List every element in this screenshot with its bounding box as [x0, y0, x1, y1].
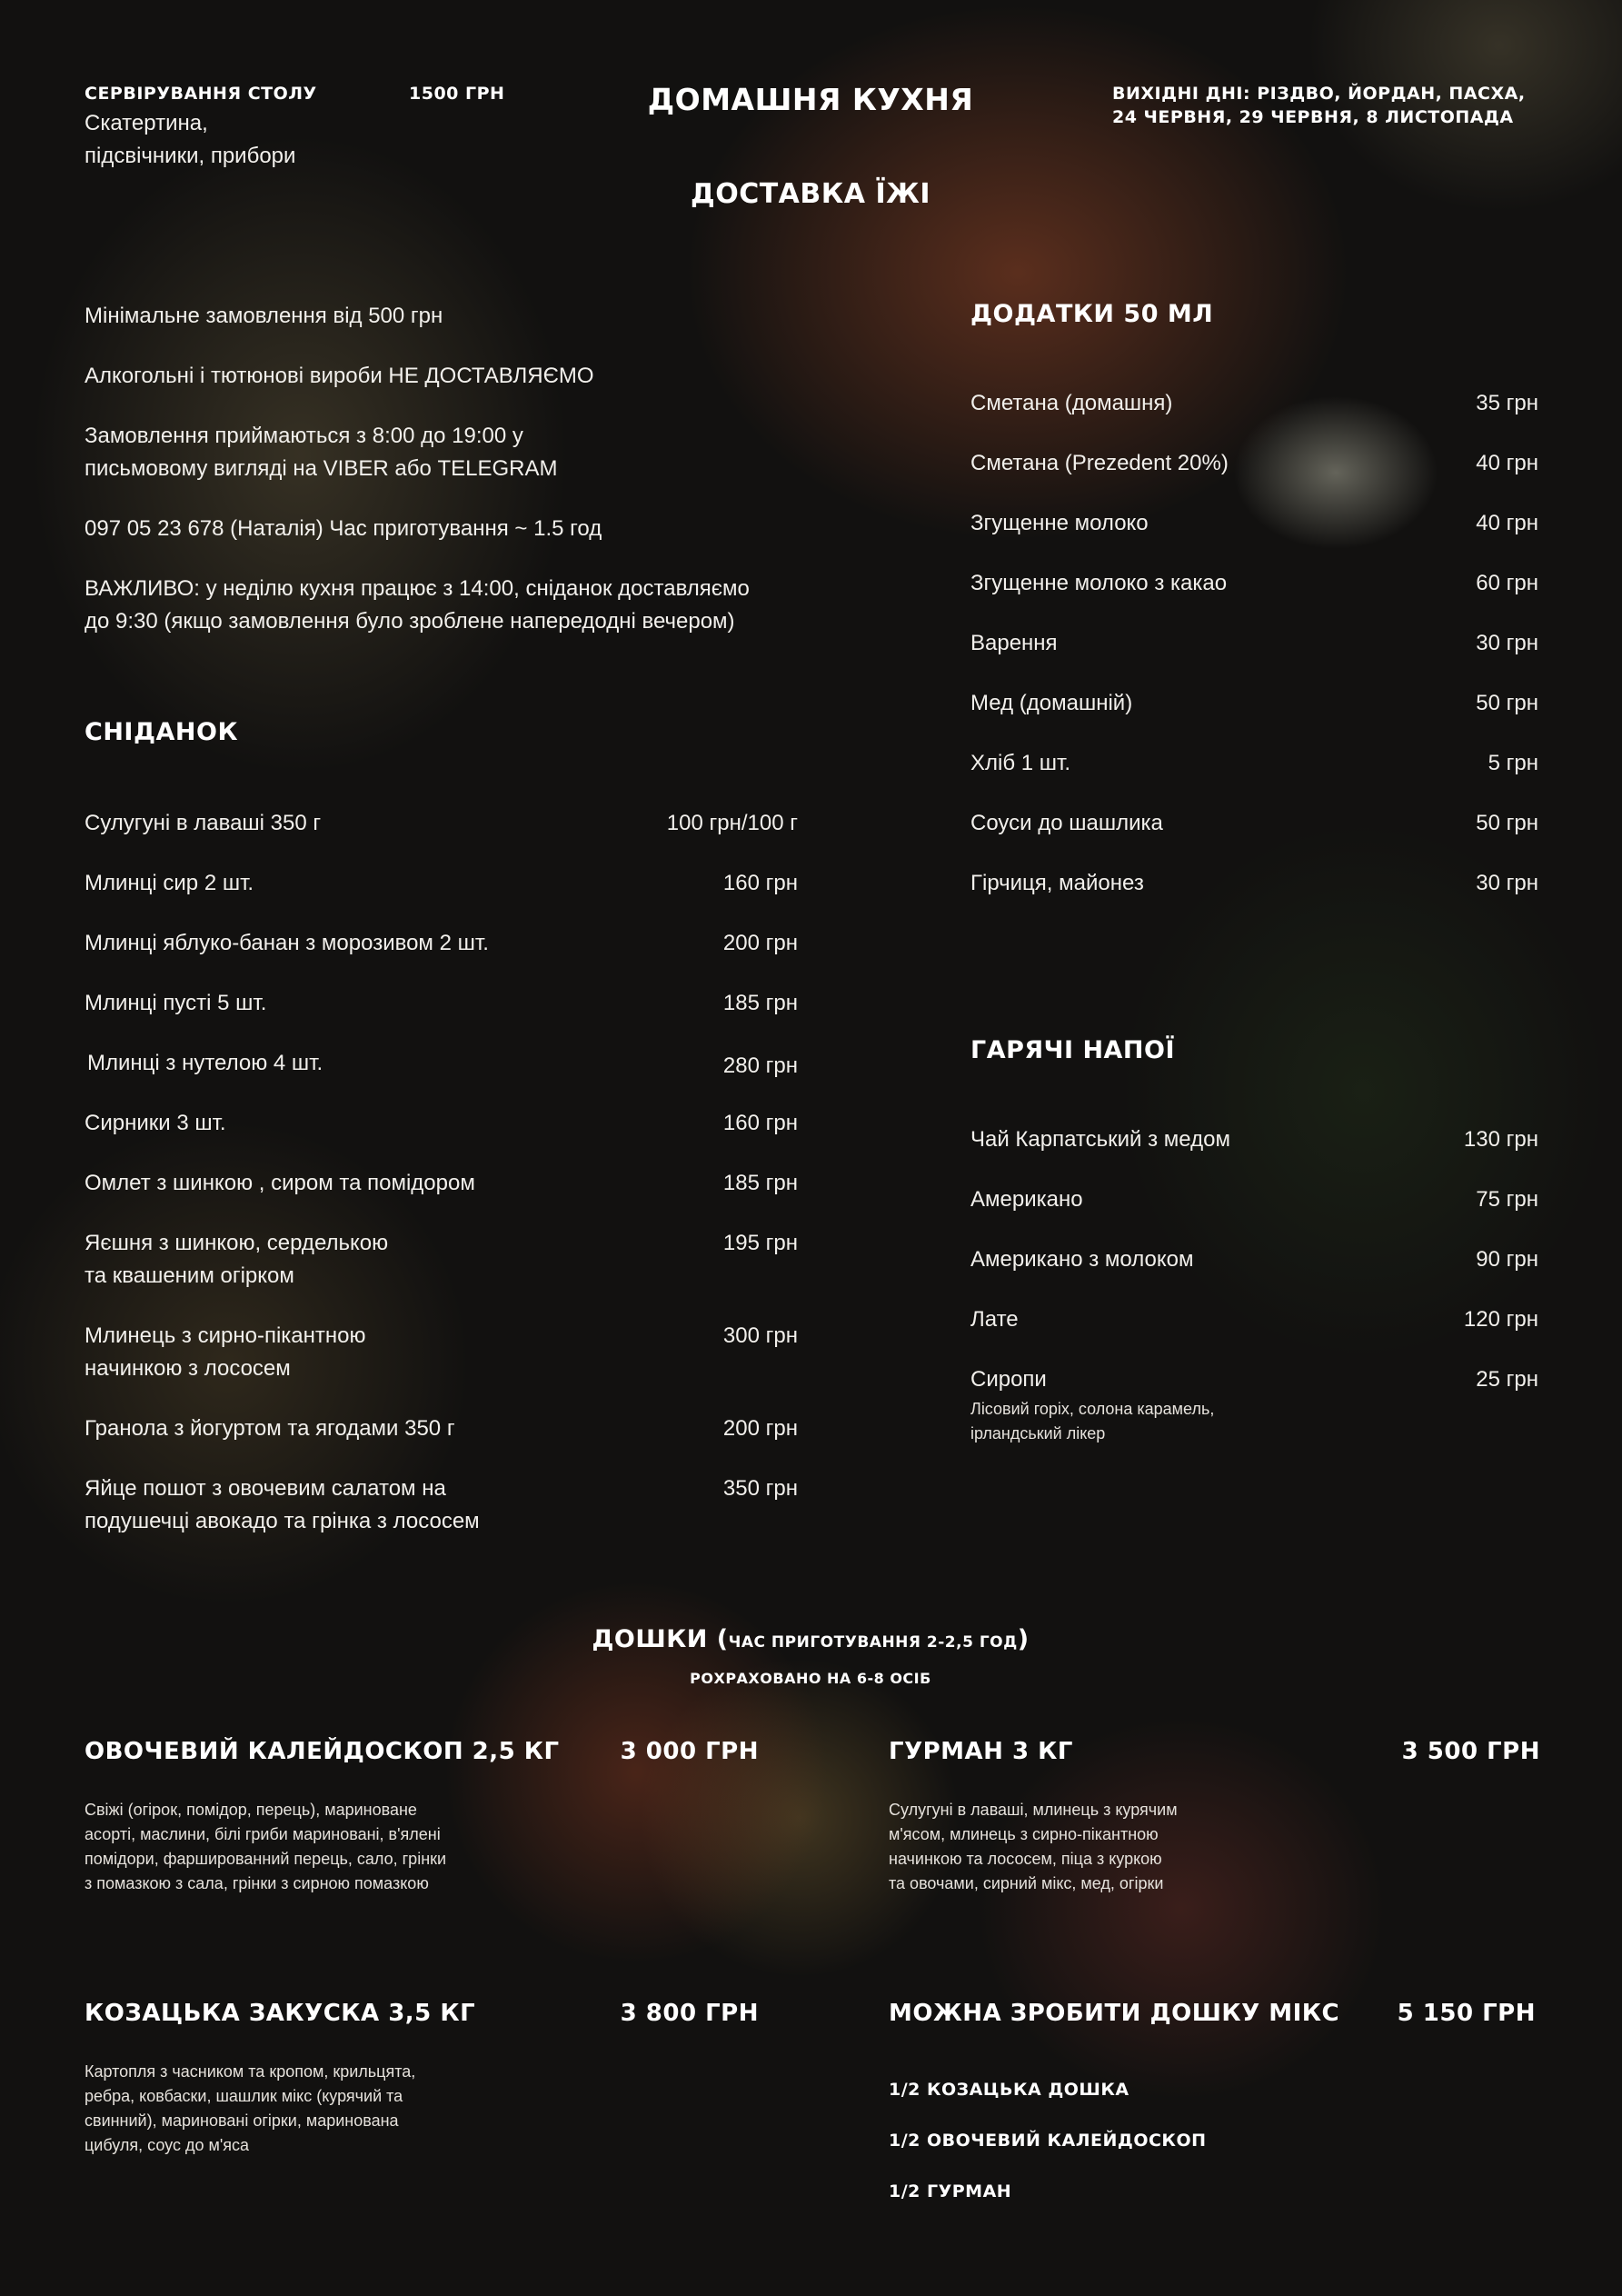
item-price: 100 грн/100 г — [666, 811, 798, 835]
list-item: Гранола з йогуртом та ягодами 350 г — [85, 1416, 455, 1441]
board-mix-price: 5 150 ГРН — [1397, 2000, 1536, 2027]
no-alcohol-text: Алкогольні і тютюнові вироби НЕ ДОСТАВЛЯЄМО — [85, 364, 594, 388]
list-item: Яєшня з шинкою, серделькою — [85, 1231, 389, 1255]
service-desc-line1: Скатертина, — [85, 111, 208, 135]
item-price: 40 грн — [1476, 451, 1538, 475]
page-title: ДОМАШНЯ КУХНЯ — [647, 82, 974, 117]
page-subtitle: ДОСТАВКА ЇЖІ — [690, 178, 931, 210]
days-off-line2: 24 ЧЕРВНЯ, 29 ЧЕРВНЯ, 8 ЛИСТОПАДА — [1112, 107, 1514, 127]
orders-text-line1: Замовлення приймаються з 8:00 до 19:00 у — [85, 424, 523, 448]
item-price: 160 грн — [722, 871, 798, 895]
board-cossack-desc-4: цибуля, соус до м'яса — [85, 2136, 250, 2154]
list-item: Млинці з нутелою 4 шт. — [87, 1051, 323, 1075]
list-item-line2: та квашеним огірком — [85, 1263, 294, 1288]
additions-title: ДОДАТКИ 50 МЛ — [970, 300, 1214, 328]
board-mix-part-1: 1/2 КОЗАЦЬКА ДОШКА — [889, 2080, 1129, 2100]
boards-title-close: ) — [1017, 1625, 1030, 1653]
board-gourmet-desc-1: Сулугуні в лаваші, млинець з курячим — [889, 1801, 1178, 1819]
list-item: Млинці сир 2 шт. — [85, 871, 254, 895]
list-item: Млинець з сирно-пікантною — [85, 1323, 366, 1348]
days-off-line1: ВИХІДНІ ДНІ: РІЗДВО, ЙОРДАН, ПАСХА, — [1112, 84, 1526, 104]
board-mix-part-2: 1/2 ОВОЧЕВИЙ КАЛЕЙДОСКОП — [889, 2131, 1207, 2151]
boards-title-time: ЧАС ПРИГОТУВАННЯ 2-2,5 ГОД — [728, 1633, 1018, 1652]
item-price: 5 грн — [1488, 751, 1538, 775]
list-item: Сметана (домашня) — [970, 391, 1173, 415]
item-price: 40 грн — [1476, 511, 1538, 535]
important-line1: ВАЖЛИВО: у неділю кухня працює з 14:00, сніданок доставляємо — [85, 576, 750, 601]
board-veg-name: ОВОЧЕВИЙ КАЛЕЙДОСКОП 2,5 КГ — [85, 1738, 560, 1765]
board-cossack-price: 3 800 ГРН — [620, 2000, 759, 2027]
list-item: Сиропи — [970, 1367, 1047, 1392]
list-item: Хліб 1 шт. — [970, 751, 1071, 775]
important-line2: до 9:30 (якщо замовлення було зроблене напередодні вечером) — [85, 609, 735, 634]
board-cossack-name: КОЗАЦЬКА ЗАКУСКА 3,5 КГ — [85, 2000, 476, 2027]
syrups-note-line2: ірландський лікер — [970, 1424, 1106, 1442]
contact-text: 097 05 23 678 (Наталія) Час приготування ~ 1.5 год — [85, 516, 602, 541]
item-price: 185 грн — [722, 991, 798, 1015]
list-item: Американо з молоком — [970, 1247, 1194, 1272]
board-cossack-desc-2: ребра, ковбаски, шашлик мікс (курячий та — [85, 2087, 403, 2105]
board-veg-desc-3: помідори, фаршированний перець, сало, грінки — [85, 1850, 447, 1868]
item-price: 50 грн — [1476, 811, 1538, 835]
item-price: 30 грн — [1476, 631, 1538, 655]
item-price: 350 грн — [722, 1476, 798, 1501]
item-price: 195 грн — [722, 1231, 798, 1255]
item-price: 280 грн — [722, 1053, 798, 1078]
boards-title — [447, 1623, 1174, 1659]
list-item: Згущенне молоко — [970, 511, 1149, 535]
list-item: Яйце пошот з овочевим салатом на — [85, 1476, 446, 1501]
list-item: Варення — [970, 631, 1058, 655]
list-item: Сирники 3 шт. — [85, 1111, 226, 1135]
item-price: 30 грн — [1476, 871, 1538, 895]
item-price: 25 грн — [1476, 1367, 1538, 1392]
list-item: Згущенне молоко з какао — [970, 571, 1228, 595]
list-item: Чай Карпатський з медом — [970, 1127, 1230, 1152]
list-item: Гірчиця, майонез — [970, 871, 1144, 895]
board-cossack-desc-3: свинний), мариновані огірки, маринована — [85, 2111, 399, 2130]
board-gourmet-price: 3 500 ГРН — [1401, 1738, 1540, 1765]
board-cossack-desc-1: Картопля з часником та кропом, крильцята, — [85, 2062, 416, 2081]
list-item: Млинці яблуко-банан з морозивом 2 шт. — [85, 931, 489, 955]
list-item: Млинці пусті 5 шт. — [85, 991, 267, 1015]
item-price: 200 грн — [722, 1416, 798, 1441]
item-price: 50 грн — [1476, 691, 1538, 715]
syrups-note-line1: Лісовий горіх, солона карамель, — [970, 1400, 1215, 1418]
item-price: 200 грн — [722, 931, 798, 955]
item-price: 185 грн — [722, 1171, 798, 1195]
item-price: 90 грн — [1476, 1247, 1538, 1272]
list-item-line2: начинкою з лососем — [85, 1356, 291, 1381]
item-price: 130 грн — [1463, 1127, 1538, 1152]
list-item-line2: подушечці авокадо та грінка з лососем — [85, 1509, 480, 1533]
list-item: Омлет з шинкою , сиром та помідором — [85, 1171, 475, 1195]
hot-drinks-title: ГАРЯЧІ НАПОЇ — [970, 1036, 1176, 1064]
item-price: 35 грн — [1476, 391, 1538, 415]
item-price: 75 грн — [1476, 1187, 1538, 1212]
board-veg-desc-2: асорті, маслини, білі гриби мариновані, в'ялені — [85, 1825, 441, 1843]
board-gourmet-desc-3: начинкою та лососем, піца з куркою — [889, 1850, 1162, 1868]
item-price: 300 грн — [722, 1323, 798, 1348]
board-veg-desc-1: Свіжі (огірок, помідор, перець), мариноване — [85, 1801, 417, 1819]
board-veg-desc-4: з помазкою з сала, грінки з сирною помазкою — [85, 1874, 429, 1892]
board-gourmet-desc-2: м'ясом, млинець з сирно-пікантною — [889, 1825, 1159, 1843]
board-mix-name: МОЖНА ЗРОБИТИ ДОШКУ МІКС — [889, 2000, 1340, 2027]
list-item: Лате — [970, 1307, 1019, 1332]
boards-title-main: ДОШКИ ( — [592, 1625, 729, 1653]
service-price: 1500 ГРН — [409, 84, 505, 104]
min-order-text: Мінімальне замовлення від 500 грн — [85, 304, 443, 328]
list-item: Соуси до шашлика — [970, 811, 1163, 835]
board-mix-part-3: 1/2 ГУРМАН — [889, 2181, 1012, 2201]
item-price: 120 грн — [1463, 1307, 1538, 1332]
list-item: Американо — [970, 1187, 1083, 1212]
board-gourmet-desc-4: та овочами, сирний мікс, мед, огірки — [889, 1874, 1164, 1892]
service-title: СЕРВІРУВАННЯ СТОЛУ — [85, 84, 317, 104]
board-veg-price: 3 000 ГРН — [620, 1738, 759, 1765]
breakfast-title: СНІДАНОК — [85, 718, 239, 746]
orders-text-line2: письмовому вигляді на VIBER або TELEGRAM — [85, 456, 558, 481]
list-item: Мед (домашній) — [970, 691, 1133, 715]
item-price: 160 грн — [722, 1111, 798, 1135]
board-gourmet-name: ГУРМАН 3 КГ — [889, 1738, 1073, 1765]
boards-subtitle: РОХРАХОВАНО НА 6-8 ОСІБ — [690, 1670, 931, 1687]
list-item: Сметана (Prezedent 20%) — [970, 451, 1229, 475]
service-desc-line2: підсвічники, прибори — [85, 144, 296, 168]
item-price: 60 грн — [1476, 571, 1538, 595]
list-item: Сулугуні в лаваші 350 г — [85, 811, 322, 835]
